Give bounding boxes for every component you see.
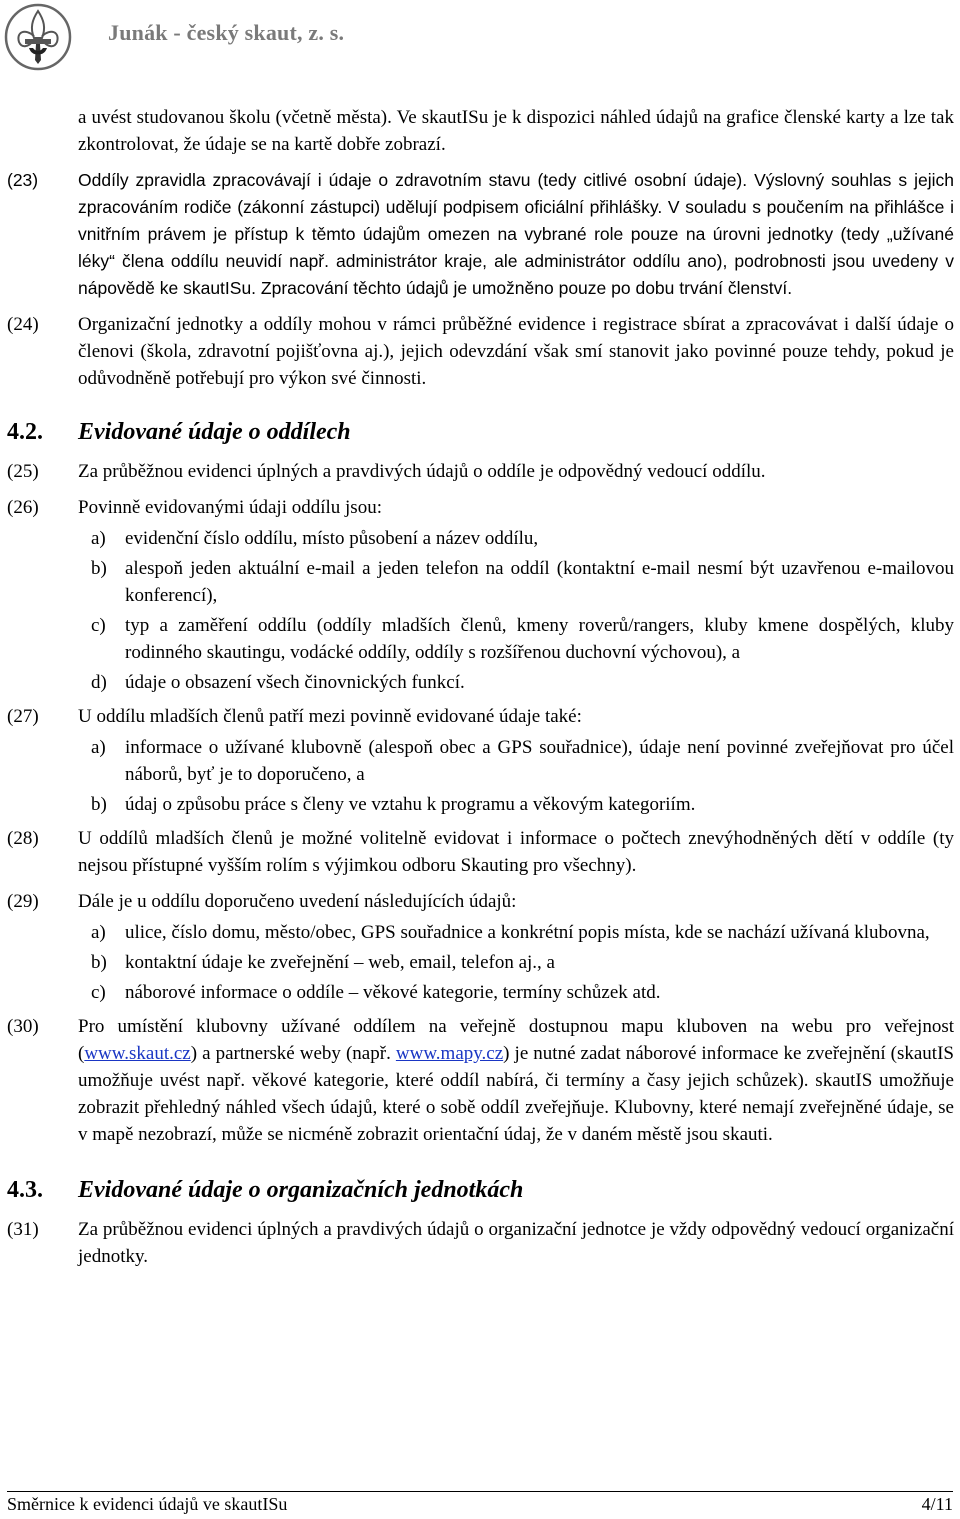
list-item <box>78 919 954 946</box>
list-item <box>78 734 954 788</box>
paragraph-text: U oddílů mladších členů je možné volitelně evidovat i informace o počtech znevýhodněných dětí v oddíle (ty nejsou přístupné vyšším rolím s výjimkou odboru Skauting pro všechny). <box>78 828 954 876</box>
list-item-letter: a) <box>91 922 106 943</box>
paragraph-27 <box>0 703 960 818</box>
paragraph-29 <box>0 888 960 1006</box>
paragraph-number: (27) <box>7 706 39 727</box>
section-number: 4.3. <box>7 1177 43 1203</box>
paragraph-text: ) je nutné zadat náborové informace ke zveřejnění (skautIS umožňuje uvést např. věkové kategorie, které oddíl nabírá, či termíny a časy jejich schůzek). skautIS umožňuje zobrazit přehledný náhled všech údajů, které o sobě oddíl zveřejňuje. Klubovny, které nemají zveřejněné údaje, se v mapě nezobrazí, může se nicméně zobrazit orientační údaj, že v daném městě jsou skauti. <box>78 1043 954 1145</box>
paragraph-text: Za průběžnou evidenci úplných a pravdivých údajů o oddíle je odpovědný vedoucí oddílu. <box>78 461 766 482</box>
list <box>78 734 954 818</box>
paragraph-text: Dále je u oddílu doporučeno uvedení následujících údajů: <box>78 891 517 912</box>
footer-page-number: 4/11 <box>921 1494 953 1514</box>
page-footer <box>7 1491 953 1514</box>
section-number: 4.2. <box>7 419 43 445</box>
paragraph-31 <box>0 1216 960 1270</box>
list-item-text: náborové informace o oddíle – věkové kategorie, termíny schůzek atd. <box>125 982 661 1003</box>
paragraph-text: U oddílu mladších členů patří mezi povinně evidované údaje také: <box>78 706 582 727</box>
paragraph-28 <box>0 825 960 879</box>
list-item-text: alespoň jeden aktuální e-mail a jeden telefon na oddíl (kontaktní e-mail nesmí být uzavřenou e-mailovou konferencí), <box>125 558 954 606</box>
list-item-letter: a) <box>91 737 106 758</box>
list-item-letter: c) <box>91 615 106 636</box>
list-item <box>78 669 954 696</box>
list-item-letter: b) <box>91 952 107 973</box>
section-heading-4-2 <box>0 416 960 448</box>
list-item-text: ulice, číslo domu, město/obec, GPS souřadnice a konkrétní popis místa, kde se nachází užívaná klubovna, <box>125 922 930 943</box>
list-item-text: typ a zaměření oddílu (oddíly mladších členů, kmeny roverů/rangers, kluby kmene dospělých, kluby rodinného skautingu, vodácké oddíly, oddíly s rozšířenou duchovní výchovou), a <box>125 615 954 663</box>
paragraph-number: (30) <box>7 1016 39 1037</box>
list-item <box>78 949 954 976</box>
list-item-letter: b) <box>91 794 107 815</box>
list-item-letter: c) <box>91 982 106 1003</box>
paragraph-22-continuation <box>0 104 960 158</box>
list-item-letter: b) <box>91 558 107 579</box>
paragraph-number: (31) <box>7 1219 39 1240</box>
list-item-text: informace o užívané klubovně (alespoň obec a GPS souřadnice), údaje není povinné zveřejňovat pro účel náborů, byť je to doporučeno, a <box>125 737 954 785</box>
paragraph-number: (26) <box>7 497 39 518</box>
organization-title: Junák - český skaut, z. s. <box>108 20 345 45</box>
paragraph-text: Oddíly zpravidla zpracovávají i údaje o zdravotním stavu (tedy citlivé osobní údaje). Výslovný souhlas s jejich zpracováním rodiče (zákonní zástupci) udělují podpisem oficiální přihlášky. <box>78 170 954 217</box>
paragraph-text: ) a partnerské weby (např. <box>190 1043 396 1064</box>
paragraph-30 <box>0 1013 960 1148</box>
paragraph-text: Povinně evidovanými údaji oddílu jsou: <box>78 497 382 518</box>
section-heading-4-3 <box>0 1174 960 1206</box>
paragraph-23 <box>0 167 960 302</box>
paragraph-number: (29) <box>7 891 39 912</box>
section-title: Evidované údaje o organizačních jednotkách <box>78 1177 524 1203</box>
skaut-website-link[interactable]: www.skaut.cz <box>84 1043 191 1064</box>
list <box>78 919 954 1006</box>
paragraph-number: (28) <box>7 828 39 849</box>
paragraph-text: Za průběžnou evidenci úplných a pravdivých údajů o organizační jednotce je vždy odpovědný vedoucí organizační jednotky. <box>78 1219 954 1267</box>
paragraph-text: Pro umístění klubovny užívané oddílem na veřejně dostupnou mapu kluboven na webu pro veřejnost ( <box>78 1016 954 1064</box>
list-item <box>78 979 954 1006</box>
paragraph-number: (25) <box>7 461 39 482</box>
list-item <box>78 525 954 552</box>
section-title: Evidované údaje o oddílech <box>78 419 351 445</box>
paragraph-text: Organizační jednotky a oddíly mohou v rámci průběžné evidence i registrace sbírat a zpracovávat i další údaje o členovi (škola, zdravotní pojišťovna aj.), jejich odevzdání však smí stanovit jako povinné pouze tehdy, pokud je odůvodněně potřebují pro výkon své činnosti. <box>78 314 954 389</box>
list-item-text: kontaktní údaje ke zveřejnění – web, email, telefon aj., a <box>125 952 555 973</box>
paragraph-24 <box>0 311 960 392</box>
paragraph-text: a uvést studovanou školu (včetně města). Ve skautISu je k dispozici náhled údajů na grafice členské karty a lze tak zkontrolovat, že údaje se na kartě dobře zobrazí. <box>78 107 954 155</box>
list-item-text: údaje o obsazení všech činovnických funkcí. <box>125 672 465 693</box>
paragraph-25 <box>0 458 960 485</box>
list-item-letter: d) <box>91 672 107 693</box>
paragraph-number: (23) <box>7 170 39 190</box>
document-body <box>0 100 960 1270</box>
fleur-de-lis-logo-icon <box>3 2 73 72</box>
page-header <box>0 0 960 80</box>
list-item-text: evidenční číslo oddílu, místo působení a název oddílu, <box>125 528 539 549</box>
paragraph-text: V souladu s poučením na přihlášce i vnitřním právem je přístup k těmto údajům omezen na vybrané role pouze na úrovni jednotky (tedy „užívané léky“ člena oddílu neuvidí např. administrátor kraje, ale administrátor oddílu ano), podrobnosti jsou uvedeny v nápovědě ke skautISu. Zpracování těchto údajů je umožněno pouze po dobu trvání členství. <box>78 197 954 298</box>
paragraph-26 <box>0 494 960 696</box>
list-item <box>78 612 954 666</box>
list-item-text: údaj o způsobu práce s členy ve vztahu k programu a věkovým kategoriím. <box>125 794 696 815</box>
list-item <box>78 791 954 818</box>
list-item-letter: a) <box>91 528 106 549</box>
list <box>78 525 954 696</box>
mapy-website-link[interactable]: www.mapy.cz <box>395 1043 504 1064</box>
list-item <box>78 555 954 609</box>
paragraph-number: (24) <box>7 314 39 335</box>
footer-document-title: Směrnice k evidenci údajů ve skautISu <box>7 1494 288 1514</box>
